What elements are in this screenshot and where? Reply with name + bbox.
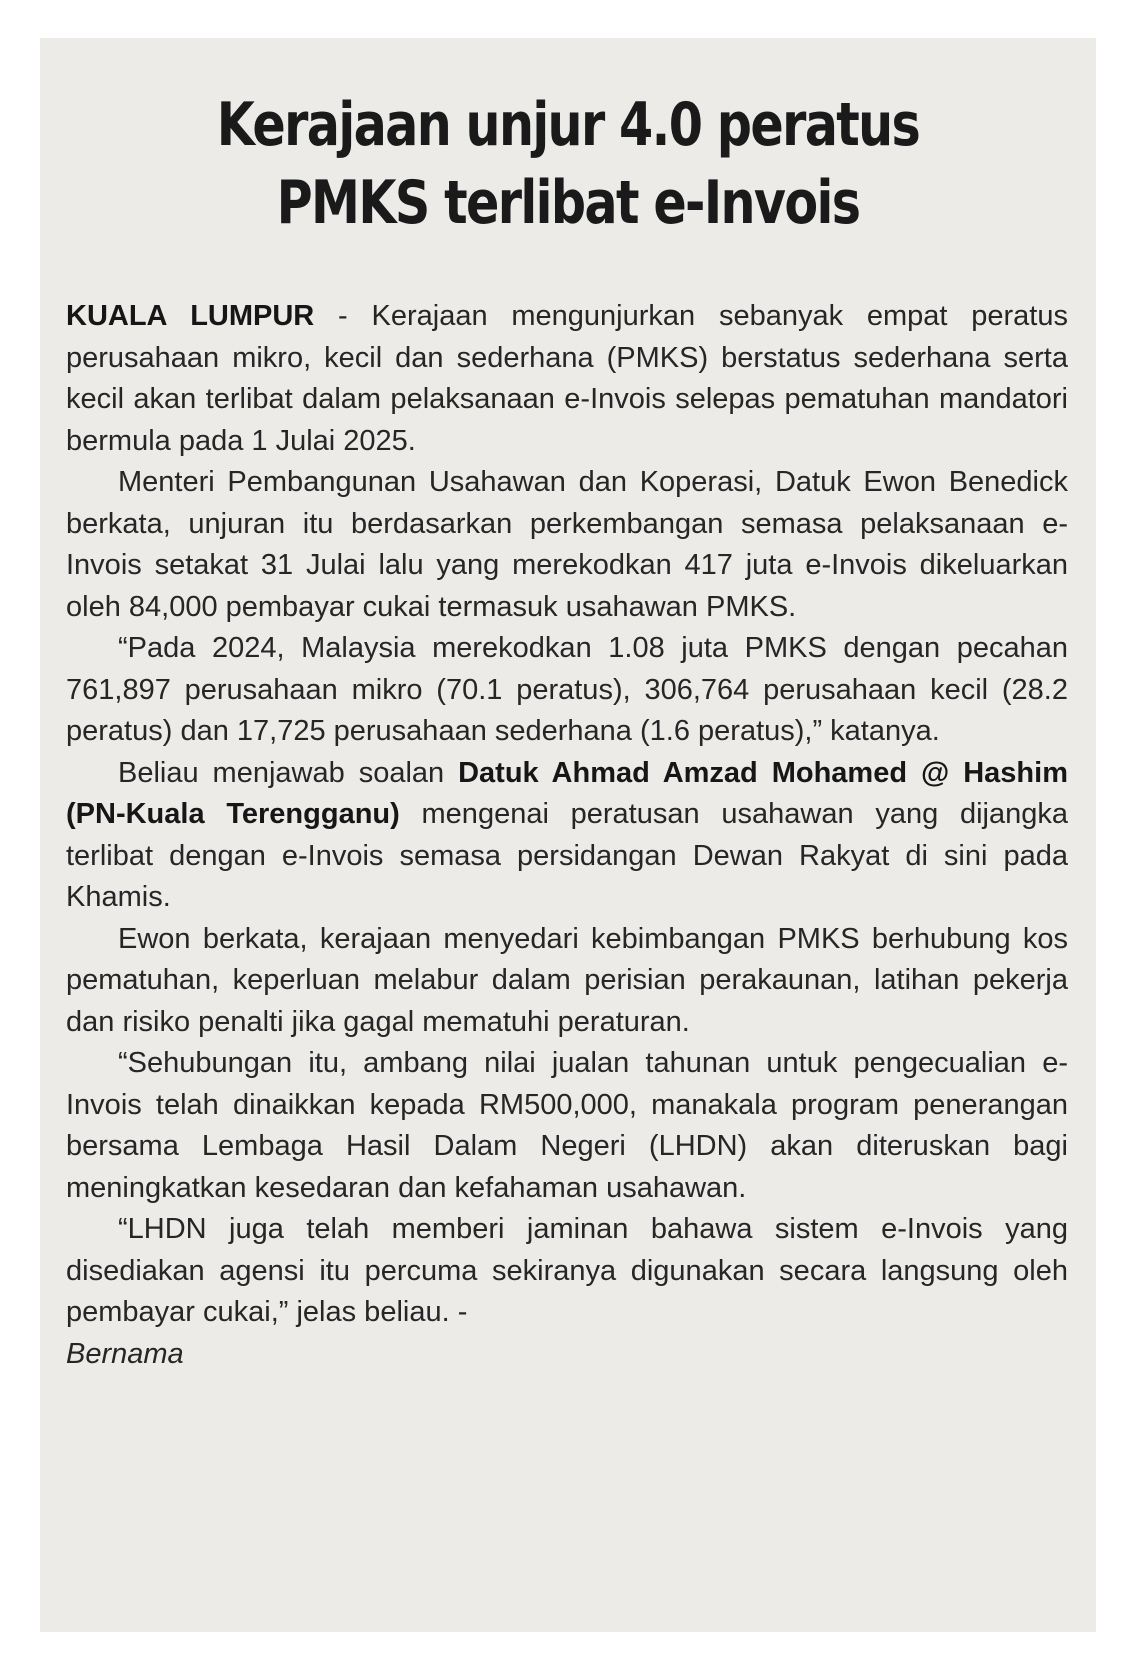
paragraph-4-post: mengenai peratusan usahawan yang dijangka terlibat dengan e-Invois semasa persidangan Dewan Rakyat di sini pada Khamis. [66, 798, 1068, 913]
newspaper-clipping [40, 38, 1096, 1632]
paragraph-2: Menteri Pembangunan Usahawan dan Koperasi, Datuk Ewon Benedick berkata, unjuran itu berdasarkan perkembangan semasa pelaksanaan e-Invois setakat 31 Julai lalu yang merekodkan 417 juta e-Invois dikeluarkan oleh 84,000 pembayar cukai termasuk usahawan PMKS. [66, 466, 1068, 623]
headline-line-1: Kerajaan unjur 4.0 peratus [216, 90, 920, 160]
headline-line-2: PMKS terlibat e-Invois [276, 168, 860, 238]
paragraph-6: “Sehubungan itu, ambang nilai jualan tahunan untuk pengecualian e-Invois telah dinaikkan kepada RM500,000, manakala program penerangan bersama Lembaga Hasil Dalam Negeri (LHDN) akan diteruskan bagi meningkatkan kesedaran dan kefahaman usahawan. [66, 1047, 1068, 1204]
paragraph-4 [66, 753, 1068, 919]
headline [135, 86, 1001, 242]
paragraph-1 [66, 296, 1068, 462]
paragraph-3: “Pada 2024, Malaysia merekodkan 1.08 juta PMKS dengan pecahan 761,897 perusahaan mikro (70.1 peratus), 306,764 perusahaan kecil (28.2 peratus) dan 17,725 perusahaan sederhana (1.6 peratus),” katanya. [66, 632, 1068, 747]
paragraph-7: “LHDN juga telah memberi jaminan bahawa sistem e-Invois yang disediakan agensi itu percuma sekiranya digunakan secara langsung oleh pembayar cukai,” jelas beliau. - [66, 1213, 1068, 1328]
news-source: Bernama [66, 1337, 184, 1370]
paragraph-5: Ewon berkata, kerajaan menyedari kebimbangan PMKS berhubung kos pematuhan, keperluan melabur dalam perisian perakaunan, latihan pekerja dan risiko penalti jika gagal mematuhi peraturan. [66, 922, 1068, 1038]
paragraph-4-pre: Beliau menjawab soalan [118, 756, 459, 789]
article-body [66, 296, 1068, 1375]
paragraph-1-text: - Kerajaan mengunjurkan sebanyak empat peratus perusahaan mikro, kecil dan sederhana (PMKS) berstatus sederhana serta kecil akan terlibat dalam pelaksanaan e-Invois selepas pematuhan mandatori bermula pada 1 Julai 2025. [66, 300, 1068, 457]
mp-name: Datuk Ahmad Amzad Mohamed @ Hashim (PN-Kuala Terengganu) [66, 756, 1068, 830]
dateline: KUALA LUMPUR [66, 300, 315, 332]
